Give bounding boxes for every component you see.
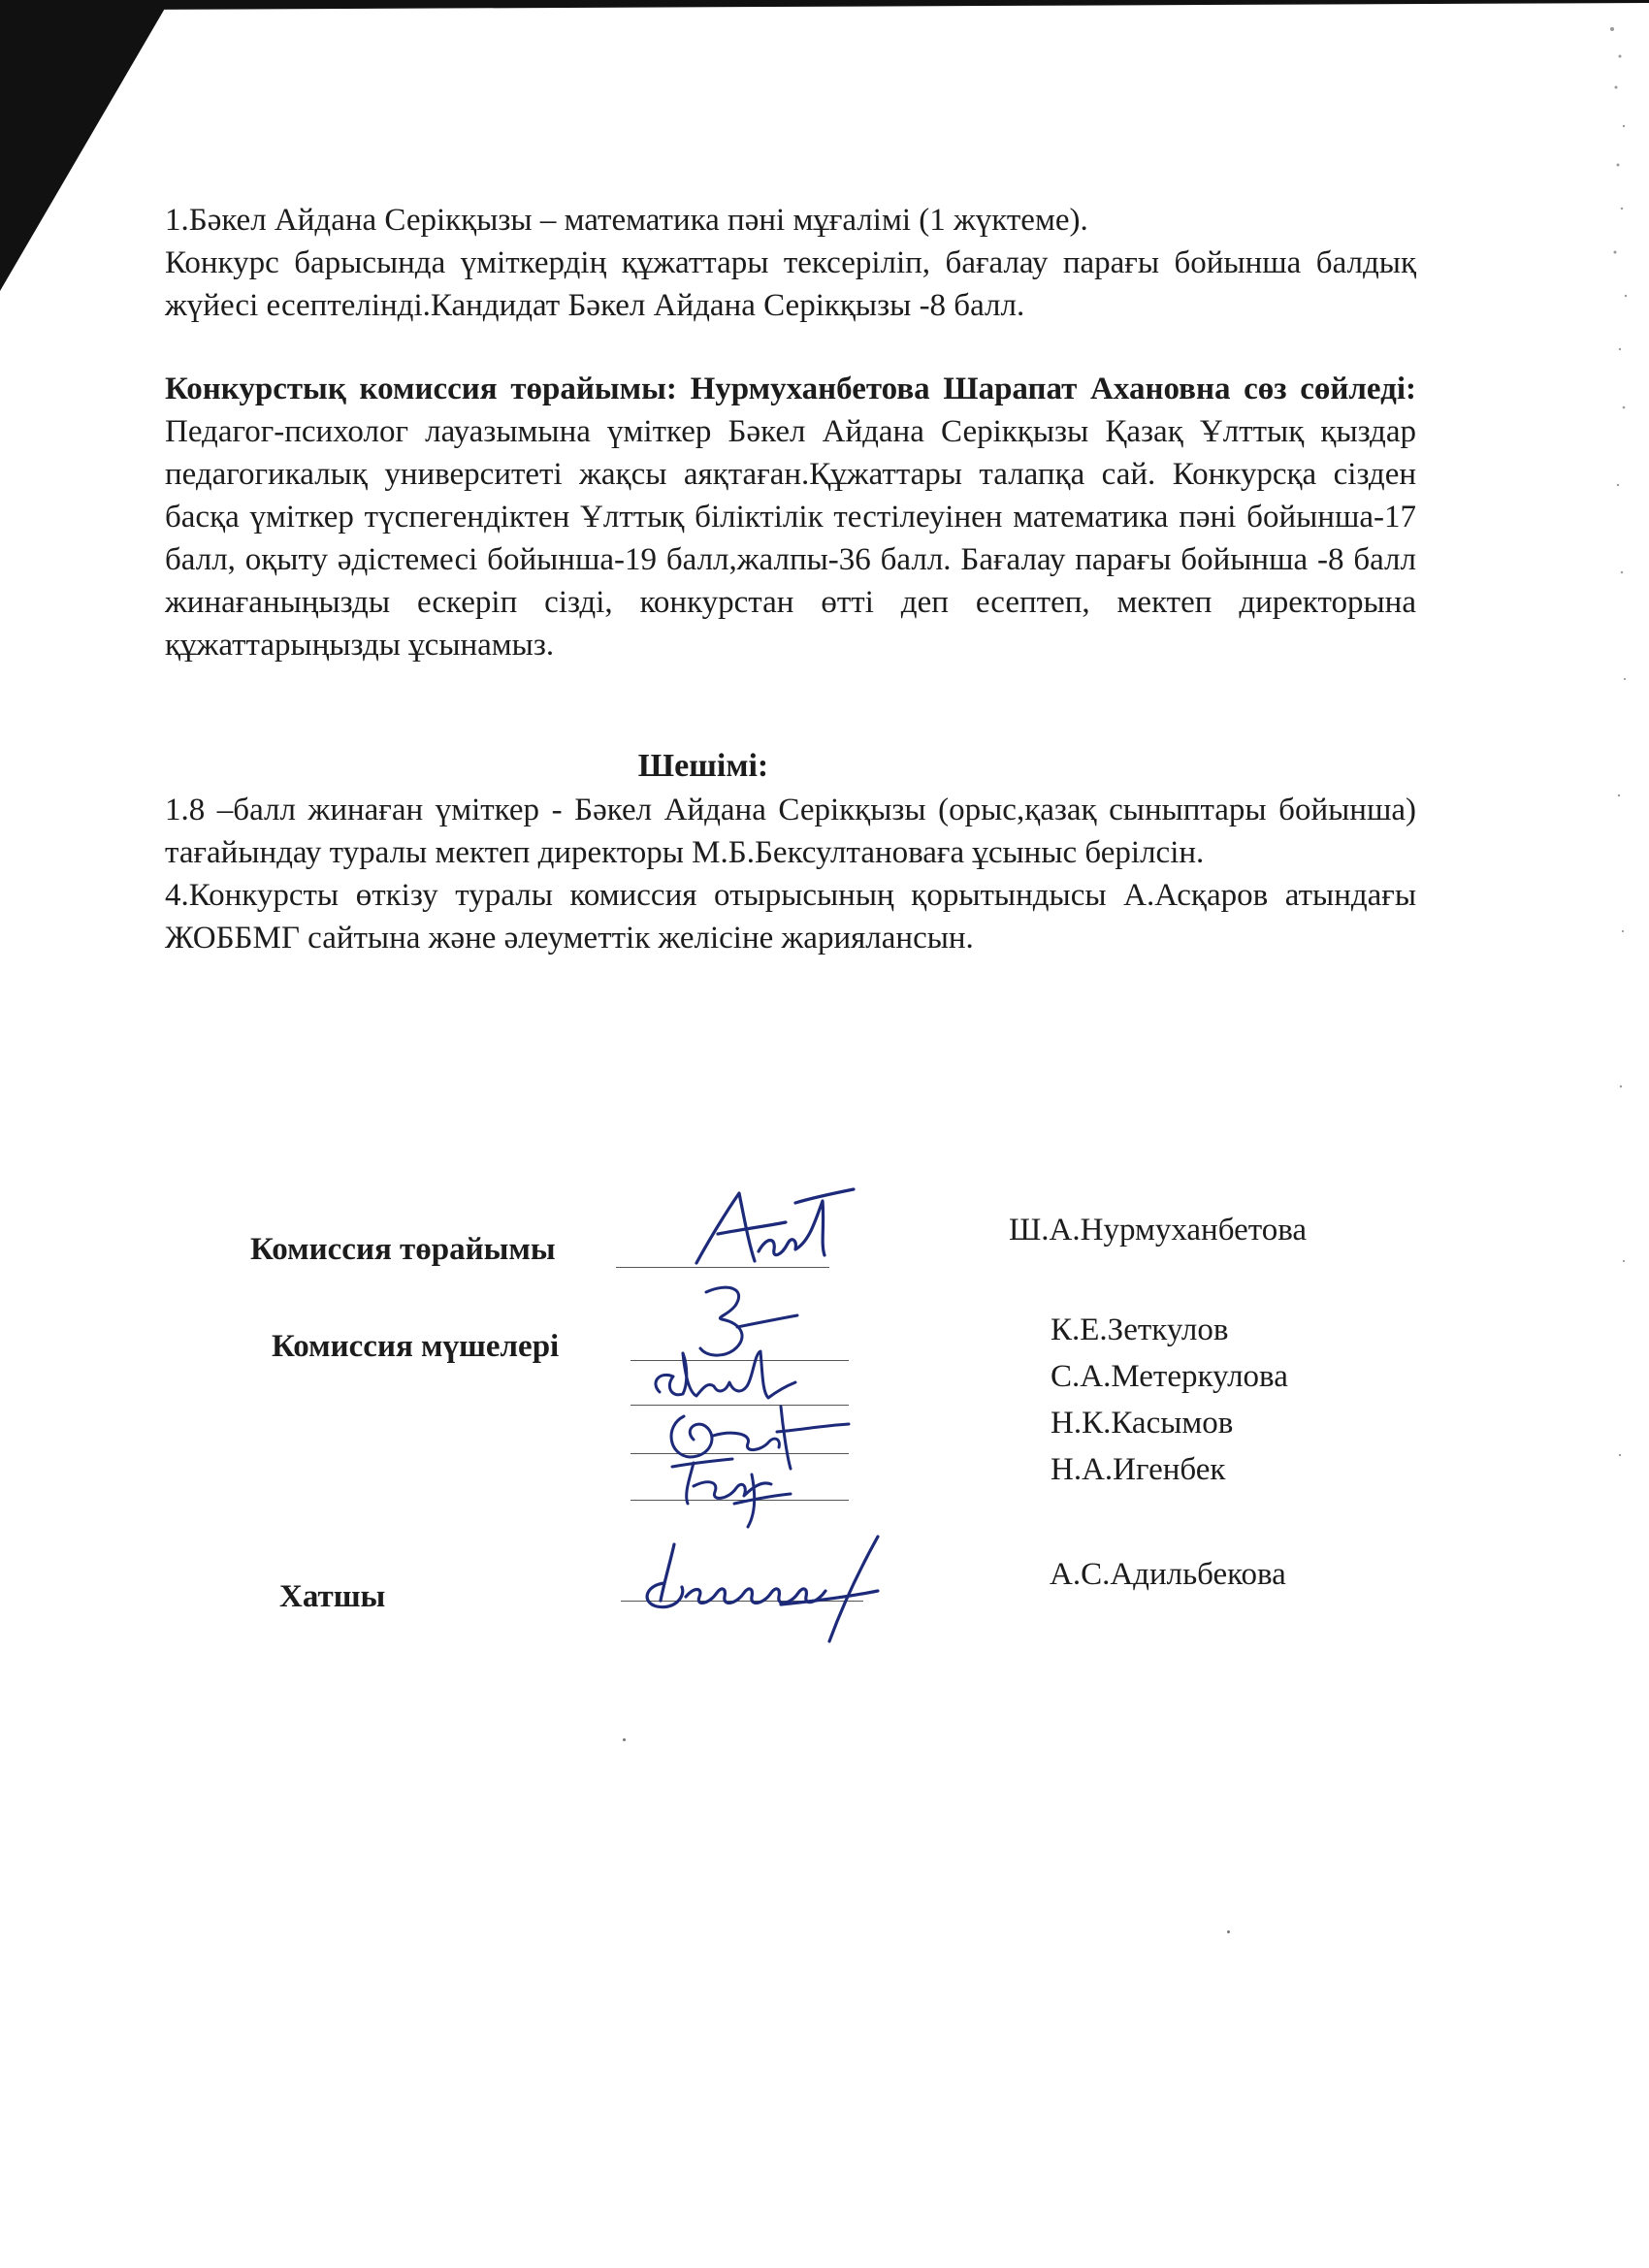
- chair-name: Ш.А.Нурмуханбетова: [1009, 1213, 1307, 1247]
- decision-list: [165, 789, 1416, 959]
- member-name: К.Е.Зеткулов: [1051, 1312, 1229, 1347]
- decision-item: 4.Конкурсты өткізу туралы комиссия отырысының қорытындысы А.Асқаров атындағы ЖОББМГ сайтына және әлеуметтік желісіне жариялансын.: [165, 878, 1416, 956]
- scan-edge-speckles: [1581, 0, 1649, 2268]
- scan-dust-mark: [623, 1738, 626, 1741]
- scan-edge-shadow-top: [0, 0, 1649, 19]
- decision-title: Шешімі:: [637, 748, 769, 784]
- members-label: Комиссия мүшелері: [272, 1329, 560, 1364]
- member-name: Н.К.Касымов: [1051, 1406, 1234, 1441]
- chair-speech-paragraph: [165, 368, 1416, 666]
- chair-signature: [679, 1183, 863, 1276]
- member-name: Н.А.Игенбек: [1051, 1452, 1226, 1487]
- member-signature-igenbek: [655, 1445, 800, 1533]
- document-body: [165, 199, 1416, 959]
- member-name: С.А.Метеркулова: [1051, 1359, 1288, 1394]
- candidate-paragraph: [165, 199, 1416, 327]
- scan-dust-mark: [1227, 1930, 1230, 1933]
- chair-speech-heading: Конкурстық комиссия төрайымы: Нурмуханбетова Шарапат Ахановна сөз сөйледі:: [165, 372, 1416, 406]
- chair-speech-text: Педагог-психолог лауазымына үміткер Бәкел Айдана Серікқызы Қазақ Ұлттық қыздар педагогикалық университеті жақсы аяқтаған.Құжаттары талапқа сай. Конкурсқа сізден басқа үміткер түспегендіктен Ұлттық біліктілік тестілеуінен математика пәні бойынша-17 балл, оқыту әдістемесі бойынша-19 балл,жалпы-36 балл. Бағалау парағы бойынша -8 балл жинағаныңызды ескеріп сізді, конкурстан өтті деп есептеп, мектеп директорына құжаттарыңызды ұсынамыз.: [165, 414, 1416, 663]
- secretary-signature: [635, 1533, 888, 1649]
- candidate-item: 1.Бәкел Айдана Серікқызы – математика пәні мұғалімі (1 жүктеме).: [165, 203, 1088, 238]
- scan-edge-shadow-left: [0, 0, 184, 291]
- secretary-label: Хатшы: [279, 1579, 386, 1614]
- chair-label: Комиссия төрайымы: [250, 1232, 556, 1267]
- candidate-evaluation-text: Конкурс барысында үміткердің құжаттары тексеріліп, бағалау парағы бойынша балдық жүйесі есептелінді.Кандидат Бәкел Айдана Серікқызы -8 балл.: [165, 245, 1416, 323]
- decision-item: 1.8 –балл жинаған үміткер - Бәкел Айдана Серікқызы (орыс,қазақ сыныптары бойынша) тағайындау туралы мектеп директоры М.Б.Бексултановаға ұсыныс берілсін.: [165, 793, 1416, 870]
- secretary-name: А.С.Адильбекова: [1050, 1557, 1286, 1592]
